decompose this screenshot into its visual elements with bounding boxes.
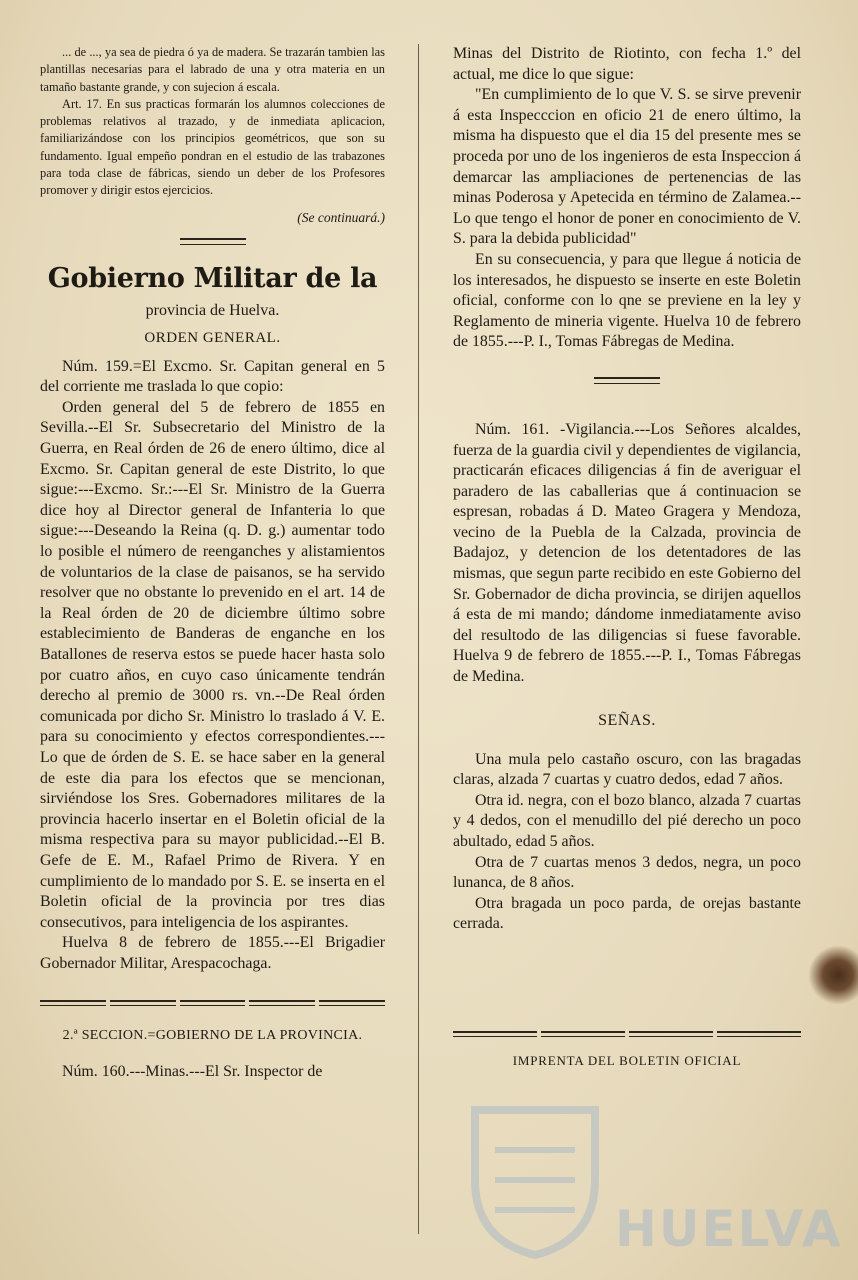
num-160-continuation: Minas del Distrito de Riotinto, con fecha 1.º del actual, me dice lo que sigue: [453, 45, 801, 83]
double-dash-rule [40, 1000, 385, 1006]
separator-rule-right [594, 377, 660, 384]
separator-rule [180, 238, 246, 245]
num-160-quote: "En cumplimiento de lo que V. S. se sirve prevenir á esta Inspecccion en oficio 21 de enero último, la misma ha dispuesto que el dia 15 del presente mes se proceda por uno de los ingenieros de esta Inspeccion á demarcar las ampliaciones de pertenencias de las minas Poderosa y Apetecida en término de Zalamea.-- Lo que tengo el honor de poner en conocimiento de V. S. para la debida publicidad" [453, 86, 801, 248]
ink-stain [808, 945, 858, 1005]
article-17-paragraph: Art. 17. En sus practicas formarán los alumnos colecciones de problemas relativos al trazado, y de inmediata aplicacion, familiarizándose con los principios geométricos, que son su fundamento. Igual empeño pondran en el estudio de las trabazones para toda clase de fábricas, siendo un deber de los Profesores promover y dirigir estos ejercicios. [40, 96, 385, 198]
senas-item: Otra bragada un poco parda, de orejas bastante cerrada. [453, 894, 801, 933]
watermark-text: HUELVA [615, 1200, 843, 1258]
seccion-heading: 2.ª SECCION.=GOBIERNO DE LA PROVINCIA. [62, 1028, 363, 1044]
num-160-start: Núm. 160.---Minas.---El Sr. Inspector de [62, 1063, 323, 1081]
bottom-dash-rule [453, 1031, 801, 1037]
right-column [453, 44, 801, 1069]
watermark [455, 1080, 843, 1270]
order-heading: ORDEN GENERAL. [144, 329, 281, 346]
order-159-body: Orden general del 5 de febrero de 1855 en Sevilla.--El Sr. Subsecretario del Ministro de la Guerra, en Real órden de 26 de enero último, dice al Excmo. Sr. Capitan general de este Distrito, lo que sigue:---Excmo. Sr.:---El Sr. Ministro de la Guerra dice hoy al Director general de Infanteria lo que sigue:---Deseando la Reina (q. D. g.) aumentar todo lo posible el número de reenganches y alistamientos de voluntarios de la clase de paisanos, se ha servido resolver que no obstante lo prevenido en el art. 14 de la Real órden de 20 de diciembre último sobre establecimiento de Banderas de enganche en los Batallones de reserva estos se puede hacer hasta solo por cuatro años, en cuyo caso únicamente tendrán derecho al premio de 3000 rs. vn.--De Real órden comunicada por dicho Sr. Ministro lo traslado á V. E. para su conocimiento y efectos correspondientes.---Lo que de órden de S. E. se hace saber en la general de este dia para los efectos que se mencionan, sirviéndose los Sres. Gobernadores militares de la provincia hacerlo insertar en el Boletin oficial de la misma respectiva para su mayor publicidad.--El B. Gefe de E. M., Rafael Primo de Rivera. Y en cumplimiento de lo mandado por S. E. se inserta en el Boletin oficial de la provincia por tres dias consecutivos, para inteligencia de los aspirantes. [40, 398, 385, 931]
continued-note: (Se continuará.) [297, 209, 385, 225]
left-column [40, 44, 385, 1083]
printer-imprint: IMPRENTA DEL BOLETIN OFICIAL [512, 1052, 742, 1068]
num-161-paragraph: Núm. 161. -Vigilancia.---Los Señores alcaldes, fuerza de la guardia civil y dependientes de vigilancia, practicarán eficaces diligencias á fin de averiguar el paradero de las caballerias que á continuacion se espresan, robadas á D. Mateo Gragera y Mendoza, vecino de la Puebla de la Calzada, provincia de Badajoz, y detencion de los detentadores de las mismas, que segun parte recibido en este Gobierno del Sr. Gobernador de dicha provincia, se dirijen aquellos á esta de mi mando; dándome inmediatamente aviso del resultodo de las diligencias si fuese favorable. Huelva 9 de febrero de 1855.---P. I., Tomas Fábregas de Medina. [453, 420, 801, 686]
senas-item: Otra id. negra, con el bozo blanco, alzada 7 cuartas y 4 dedos, con el menudillo del pié derecho un poco abultado, edad 5 años. [453, 791, 801, 850]
senas-item: Otra de 7 cuartas menos 3 dedos, negra, un poco lunanca, de 8 años. [453, 853, 801, 892]
top-fragment-paragraph: ... de ..., ya sea de piedra ó ya de madera. Se trazarán tambien las plantillas necesarias para el labrado de una y otra materia en un tamaño bastante grande, y con sujecion á escala. [40, 45, 385, 94]
column-divider [418, 44, 419, 1234]
section-title: Gobierno Militar de la [47, 262, 378, 294]
section-subtitle: provincia de Huelva. [145, 301, 280, 319]
senas-heading: SEÑAS. [598, 711, 656, 729]
senas-item: Una mula pelo castaño oscuro, con las bragadas claras, alzada 7 cuartas y cuatro dedos, edad 7 años. [453, 750, 801, 789]
order-159-intro: Núm. 159.=El Excmo. Sr. Capitan general en 5 del corriente me traslada lo que copio: [40, 357, 385, 396]
order-159-signature: Huelva 8 de febrero de 1855.---El Brigadier Gobernador Militar, Arespacochaga. [40, 934, 385, 972]
shield-icon [465, 1100, 605, 1260]
num-160-closing: En su consecuencia, y para que llegue á noticia de los interesados, he dispuesto se inserte en este Boletin oficial, conforme con lo qne se previene en la ley y Reglamento de mineria vigente. Huelva 10 de febrero de 1855.---P. I., Tomas Fábregas de Medina. [453, 250, 801, 351]
